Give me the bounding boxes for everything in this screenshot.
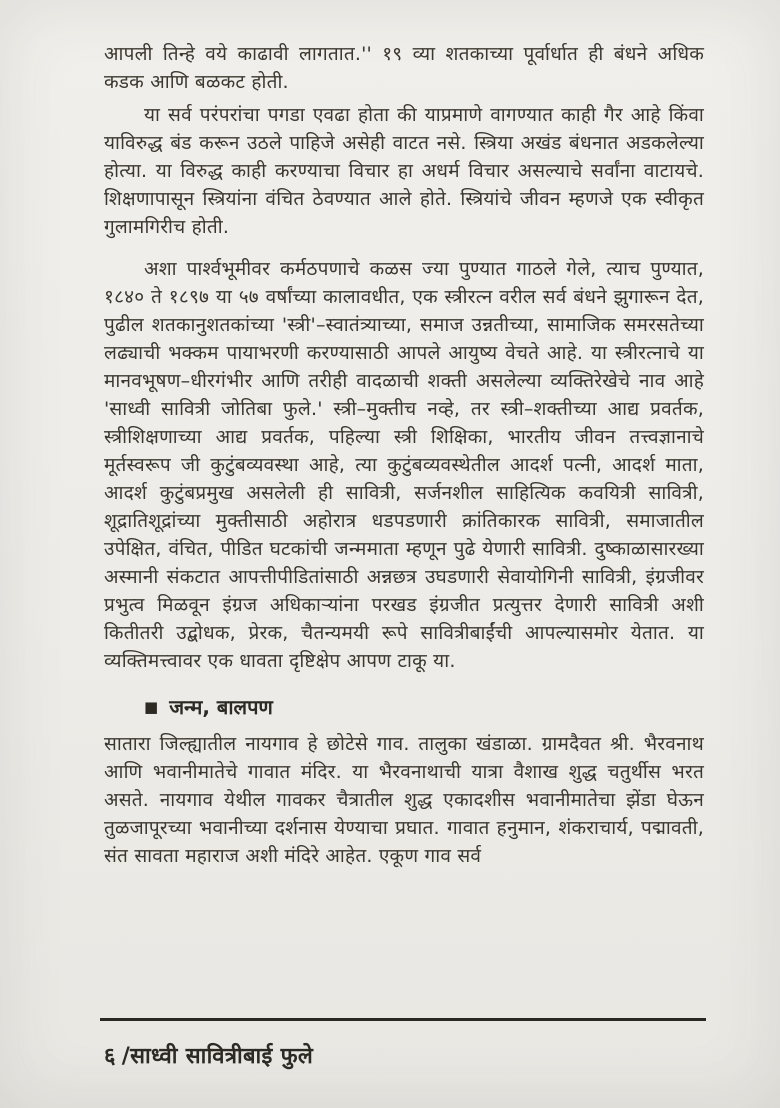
paragraph: या सर्व परंपरांचा पगडा एवढा होता की याप्रमाणे वागण्यात काही गैर आहे किंवा याविरुद्ध बंड करून उठले पाहिजे असेही वाटत नसे. स्त्रिया अखंड बंधनात अडकलेल्या होत्या. या विरुद्ध काही करण्याचा विचार हा अधर्म विचार असल्याचे सर्वांना वाटायचे. शिक्षणापासून स्त्रियांना वंचित ठेवण्यात आले होते. स्त्रियांचे जीवन म्हणजे एक स्वीकृत गुलामगिरीच होती. [104,104,704,238]
book-title: साध्वी सावित्रीबाई फुले [130,1044,314,1069]
page-text-block [104,40,704,875]
page-footer [104,1040,313,1070]
section-heading-text: जन्म, बालपण [169,695,273,719]
footer-separator: / [121,1044,131,1069]
square-bullet-icon: ■ [144,698,159,716]
paragraph: सातारा जिल्ह्यातील नायगाव हे छोटेसे गाव. तालुका खंडाळा. ग्रामदैवत श्री. भैरवनाथ आणि भवानीमातेचे गावात मंदिर. या भैरवनाथाची यात्रा वैशाख शुद्ध चतुर्थीस भरत असते. नायगाव येथील गावकर चैत्रातील शुद्ध एकादशीस भवानीमातेचा झेंडा घेऊन तुळजापूरच्या भवानीच्या दर्शनास येण्याचा प्रघात. गावात हनुमान, शंकराचार्य, पद्मावती, संत सावता महाराज अशी मंदिरे आहेत. एकूण गाव सर्व [104,733,704,867]
page-number: ६ [104,1044,116,1069]
footer-rule [100,1018,706,1021]
paragraph-continuation: आपली तिन्हे वये काढावी लागतात.'' १९ व्या शतकाच्या पूर्वार्धात ही बंधने अधिक कडक आणि बळकट होती. [104,43,704,93]
section-heading [144,693,704,720]
paragraph: अशा पार्श्वभूमीवर कर्मठपणाचे कळस ज्या पुण्यात गाठले गेले, त्याच पुण्यात, १८४० ते १८९७ या ५७ वर्षांच्या कालावधीत, एक स्त्रीरत्न वरील सर्व बंधने झुगारून देत, पुढील शतकानुशतकांच्या 'स्त्री'–स्वातंत्र्याच्या, समाज उन्नतीच्या, सामाजिक समरसतेच्या लढ्याची भक्कम पायाभरणी करण्यासाठी आपले आयुष्य वेचते आहे. या स्त्रीरत्नाचे या मानवभूषण–धीरगंभीर आणि तरीही वादळाची शक्ती असलेल्या व्यक्तिरेखेचे नाव आहे 'साध्वी सावित्री जोतिबा फुले.' स्त्री–मुक्तीच नव्हे, तर स्त्री–शक्तीच्या आद्य प्रवर्तक, स्त्रीशिक्षणाच्या आद्य प्रवर्तक, पहिल्या स्त्री शिक्षिका, भारतीय जीवन तत्त्वज्ञानाचे मूर्तस्वरूप जी कुटुंबव्यवस्था आहे, त्या कुटुंबव्यवस्थेतील आदर्श पत्नी, आदर्श माता, आदर्श कुटुंबप्रमुख असलेली ही सावित्री, सर्जनशील साहित्यिक कवयित्री सावित्री, शूद्रातिशूद्रांच्या मुक्तीसाठी अहोरात्र धडपडणारी क्रांतिकारक सावित्री, समाजातील उपेक्षित, वंचित, पीडित घटकांची जन्ममाता म्हणून पुढे येणारी सावित्री. दुष्काळासारख्या अस्मानी संकटात आपत्तीपीडितांसाठी अन्नछत्र उघडणारी सेवायोगिनी सावित्री, इंग्रजीवर प्रभुत्व मिळवून इंग्रज अधिकाऱ्यांना परखड इंग्रजीत प्रत्युत्तर देणारी सावित्री अशी कितीतरी उद्बोधक, प्रेरक, चैतन्यमयी रूपे सावित्रीबाईंची आपल्यासमोर येतात. या व्यक्तिमत्त्वावर एक धावता दृष्टिक्षेप आपण टाकू या. [104,258,704,672]
